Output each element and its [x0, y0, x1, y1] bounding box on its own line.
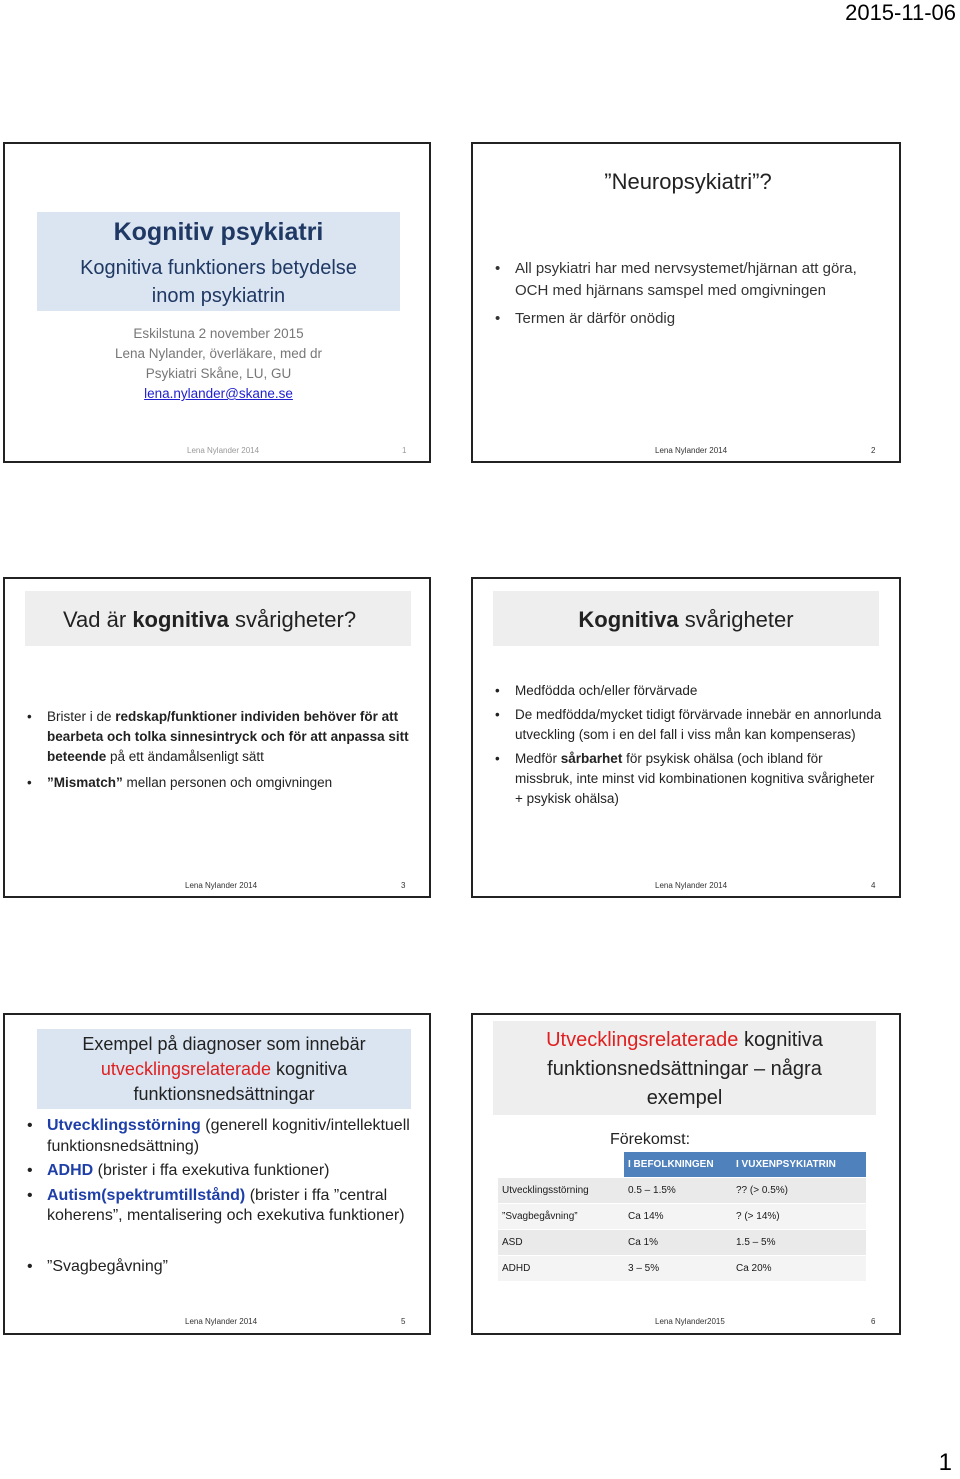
bullet-item: • ”Svagbegåvning” [25, 1257, 410, 1278]
table-row [498, 1256, 866, 1282]
bullet-item: • Termen är därför onödig [493, 308, 883, 330]
table-header-cell: I VUXENPSYKIATRIN [732, 1152, 866, 1178]
table-header-row [498, 1152, 866, 1178]
prevalence-table [498, 1152, 866, 1282]
slide-4 [471, 577, 901, 898]
title-line-3: exempel [646, 1087, 723, 1109]
title-line-3: funktionsnedsättningar [133, 1084, 315, 1104]
subtitle-line-2: inom psykiatrin [151, 285, 286, 307]
table-header-cell: I BEFOLKNINGEN [624, 1152, 732, 1178]
bullet-item: • ADHD (brister i ffa exekutiva funktioner) [25, 1161, 410, 1182]
table-cell: 0.5 – 1.5% [624, 1178, 732, 1204]
table-cell: Ca 1% [624, 1230, 732, 1256]
bullet-item: • Utvecklingsstörning (generell kognitiv/intellektuell funktionsnedsättning) [25, 1116, 410, 1157]
title-line-2: utvecklingsrelaterade kognitiva [100, 1059, 348, 1079]
slide-title: Kognitiva svårigheter [578, 607, 794, 632]
slide-number: 3 [401, 881, 406, 890]
slide-2 [471, 142, 901, 463]
title-line-2: funktionsnedsättningar – några [547, 1058, 822, 1080]
bullet-item: • Medför sårbarhet för psykisk ohälsa (och ibland för missbruk, inte minst vid kombinationen kognitiva svårigheter + psykisk ohälsa) [493, 749, 883, 809]
bullet-list [493, 681, 883, 815]
presenter-info [37, 324, 400, 404]
table-cell: Ca 14% [624, 1204, 732, 1230]
table-cell: Utvecklingsstörning [498, 1178, 624, 1204]
slide-footer: Lena Nylander 2014 [655, 446, 728, 455]
slide-title: ”Neuropsykiatri”? [604, 169, 772, 194]
slide-footer: Lena Nylander 2014 [185, 881, 258, 890]
info-line-2: Lena Nylander, överläkare, med dr [114, 346, 323, 361]
slide-number: 4 [871, 881, 876, 890]
bullet-item: • Brister i de redskap/funktioner individen behöver för att bearbeta och tolka sinnesintryck och för att anpassa sitt beteende på ett ändamålsenligt sätt [25, 707, 415, 767]
slide-6 [471, 1013, 901, 1335]
slide-subtitle [37, 254, 400, 310]
table-cell: ?? (> 0.5%) [732, 1178, 866, 1204]
slide-footer: Lena Nylander2015 [655, 1317, 725, 1326]
slide-title: Kognitiv psykiatri [113, 218, 324, 246]
bullet-item: • All psykiatri har med nervsystemet/hjärnan att göra, OCH med hjärnans samspel med omgivningen [493, 258, 883, 302]
slide-number: 1 [402, 446, 407, 455]
bullet-item: • Medfödda och/eller förvärvade [493, 681, 883, 701]
subtitle-line-1: Kognitiva funktioners betydelse [80, 257, 357, 279]
table-cell: ASD [498, 1230, 624, 1256]
slide-5 [3, 1013, 431, 1335]
slide-title [493, 1026, 876, 1113]
slide-footer: Lena Nylander 2014 [185, 1317, 258, 1326]
table-cell: ”Svagbegåvning” [498, 1204, 624, 1230]
bullet-item: • De medfödda/mycket tidigt förvärvade innebär en annorlunda utveckling (som i en del fall i viss mån kan kompenseras) [493, 705, 883, 745]
slide-1 [3, 142, 431, 463]
table-cell: 1.5 – 5% [732, 1230, 866, 1256]
slide-title: Vad är kognitiva svårigheter? [63, 607, 357, 632]
slide-number: 2 [871, 446, 876, 455]
table-row [498, 1178, 866, 1204]
title-line-1: Exempel på diagnoser som innebär [82, 1034, 366, 1054]
table-row [498, 1230, 866, 1256]
slide-footer: Lena Nylander 2014 [655, 881, 728, 890]
slide-number: 5 [401, 1317, 406, 1326]
table-header-cell [498, 1152, 624, 1178]
slide-3 [3, 577, 431, 898]
table-cell: ADHD [498, 1256, 624, 1282]
table-row [498, 1204, 866, 1230]
table-cell: 3 – 5% [624, 1256, 732, 1282]
table-cell: Ca 20% [732, 1256, 866, 1282]
bullet-item: • ”Mismatch” mellan personen och omgivningen [25, 773, 415, 793]
email-link[interactable]: lena.nylander@skane.se [144, 386, 293, 401]
info-line-3: Psykiatri Skåne, LU, GU [145, 366, 292, 381]
prevalence-label: Förekomst: [610, 1131, 691, 1148]
info-line-1: Eskilstuna 2 november 2015 [133, 326, 304, 341]
bullet-item: • Autism(spektrumtillstånd) (brister i ffa ”central koherens”, mentalisering och exekutiva funktioner) [25, 1186, 410, 1227]
page-date: 2015-11-06 [845, 0, 956, 25]
slide-footer: Lena Nylander 2014 [187, 446, 260, 455]
bullet-list [25, 707, 415, 799]
slide-title [37, 1032, 411, 1107]
slide-number: 6 [871, 1317, 876, 1326]
table-cell: ? (> 14%) [732, 1204, 866, 1230]
bullet-list [493, 258, 883, 336]
title-line-1: Utvecklingsrelaterade kognitiva [546, 1029, 823, 1051]
page-number: 1 [938, 1449, 952, 1476]
bullet-list [25, 1116, 410, 1283]
